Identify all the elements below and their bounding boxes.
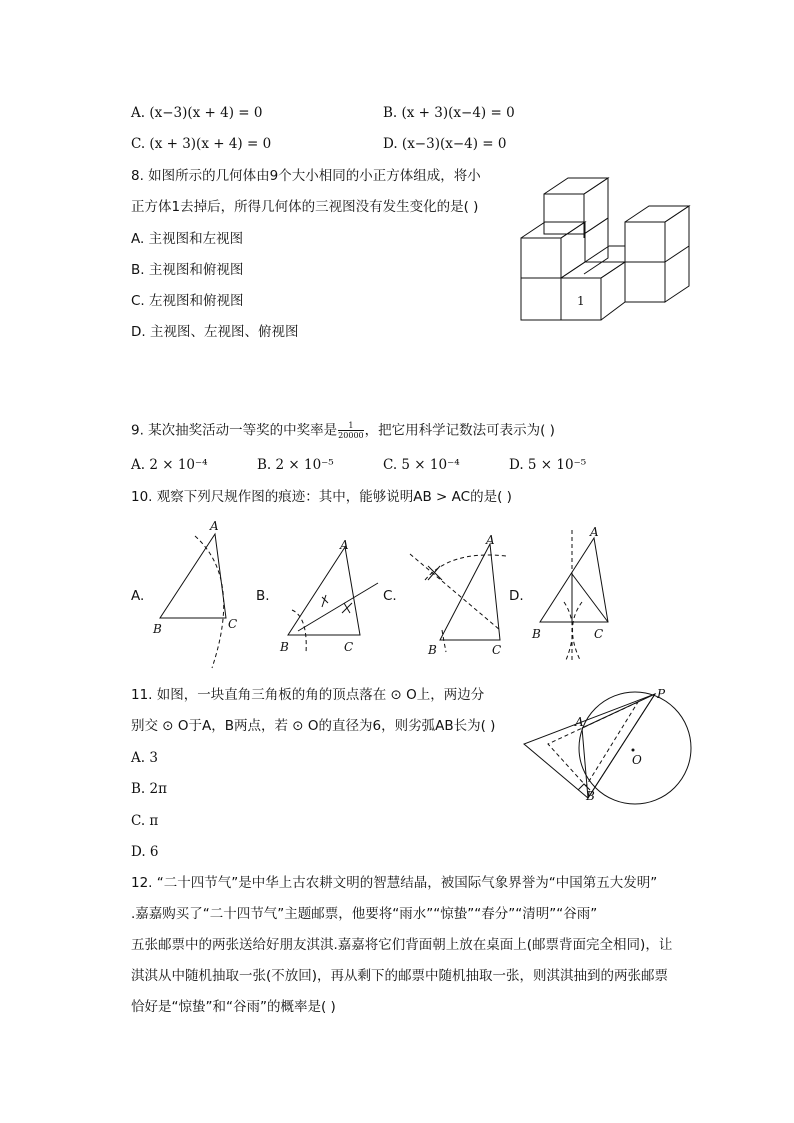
q9-frac-den: 20000 <box>338 431 364 440</box>
q10-label-d: D. <box>509 588 524 604</box>
q7-option-b: B. (x + 3)(x−4) = 0 <box>383 105 515 121</box>
q11-point-o: O <box>632 753 642 767</box>
q10-figure-b <box>278 535 383 655</box>
q10d-point-b: B <box>532 627 541 641</box>
q10b-point-a: A <box>340 538 349 552</box>
q10c-point-b: B <box>428 643 437 657</box>
q10b-point-b: B <box>280 640 289 654</box>
q7-option-c: C. (x + 3)(x + 4) = 0 <box>131 136 272 152</box>
q7-option-d: D. (x−3)(x−4) = 0 <box>383 136 507 152</box>
q11-point-a: A <box>575 715 584 729</box>
q11-option-b: B. 2π <box>131 781 167 797</box>
q8-stem-line2: 正方体1去掉后，所得几何体的三视图没有发生变化的是( ) <box>131 199 479 215</box>
q12-stem-line5: 恰好是“惊蛰”和“谷雨”的概率是( ) <box>131 999 336 1015</box>
q10d-point-a: A <box>590 525 599 539</box>
q11-point-p: P <box>657 687 666 701</box>
q10a-point-a: A <box>210 519 219 533</box>
q8-option-d: D. 主视图、左视图、俯视图 <box>131 324 299 340</box>
q9-option-b: B. 2 × 10⁻⁵ <box>257 457 334 473</box>
q10a-point-b: B <box>153 622 162 636</box>
q12-stem-line4: 淇淇从中随机抽取一张(不放回)，再从剩下的邮票中随机抽取一张，则淇淇抽到的两张邮票 <box>131 968 669 984</box>
q9-option-d: D. 5 × 10⁻⁵ <box>509 457 587 473</box>
q10-label-b: B. <box>256 588 270 604</box>
q11-option-d: D. 6 <box>131 844 159 860</box>
q10-label-c: C. <box>383 588 397 604</box>
q11-circle-figure <box>520 686 700 806</box>
q12-stem-line2: .嘉嘉购买了“二十四节气”主题邮票，他要将“雨水”“惊蛰”“春分”“清明”“谷雨” <box>131 906 598 922</box>
q8-option-c: C. 左视图和俯视图 <box>131 293 244 309</box>
q8-cube-figure <box>515 160 695 330</box>
q10-stem: 10. 观察下列尺规作图的痕迹：其中，能够说明AB > AC的是( ) <box>131 489 512 505</box>
q8-cube-label: 1 <box>577 294 585 308</box>
q11-option-c: C. π <box>131 813 159 829</box>
q10d-point-c: C <box>594 627 604 641</box>
q9-option-c: C. 5 × 10⁻⁴ <box>383 457 460 473</box>
q9-stem <box>131 421 555 440</box>
q10-label-a: A. <box>131 588 145 604</box>
q11-stem-line2: 别交 ⊙ O于A，B两点，若 ⊙ O的直径为6，则劣弧AB长为( ) <box>131 718 496 734</box>
q8-option-b: B. 主视图和俯视图 <box>131 262 244 278</box>
q9-fraction <box>338 421 363 440</box>
q12-stem-line1: 12. “二十四节气”是中华上古农耕文明的智慧结晶，被国际气象界誉为“中国第五大发明” <box>131 875 658 891</box>
q10-figure-a <box>150 518 250 673</box>
q9-stem-pre: 9. 某次抽奖活动一等奖的中奖率是 <box>131 422 338 439</box>
q11-point-b: B <box>586 789 595 803</box>
q9-option-a: A. 2 × 10⁻⁴ <box>131 457 208 473</box>
q9-frac-num: 1 <box>338 421 363 431</box>
q10c-point-c: C <box>492 643 502 657</box>
q11-option-a: A. 3 <box>131 750 158 766</box>
q12-stem-line3: 五张邮票中的两张送给好朋友淇淇.嘉嘉将它们背面朝上放在桌面上(邮票背面完全相同)，让 <box>131 937 673 953</box>
q8-stem-line1: 8. 如图所示的几何体由9个大小相同的小正方体组成，将小 <box>131 168 481 184</box>
q10a-point-c: C <box>228 617 238 631</box>
q7-option-a: A. (x−3)(x + 4) = 0 <box>131 105 263 121</box>
q10b-point-c: C <box>344 640 354 654</box>
q10c-point-a: A <box>486 533 495 547</box>
q10-figure-d <box>528 522 623 662</box>
q8-option-a: A. 主视图和左视图 <box>131 231 244 247</box>
q9-stem-post: ，把它用科学记数法可表示为( ) <box>364 422 555 439</box>
q10-figure-c <box>400 530 510 660</box>
q11-stem-line1: 11. 如图，一块直角三角板的角的顶点落在 ⊙ O上，两边分 <box>131 687 485 703</box>
